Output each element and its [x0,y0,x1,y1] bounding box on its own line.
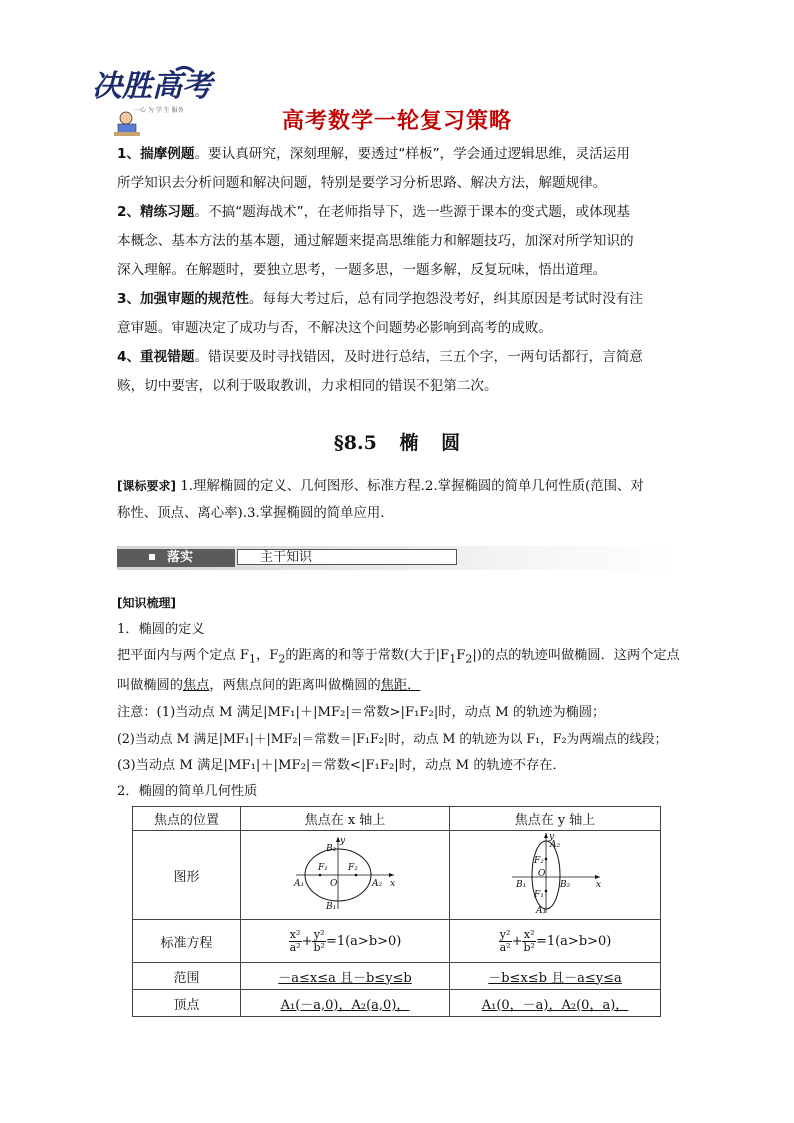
svg-text:y: y [340,836,346,846]
row-label: 顶点 [133,990,241,1017]
svg-text:A₂: A₂ [372,879,383,889]
table-header-row [133,807,661,831]
strategy-1-text-2: 所学知识去分析问题和解决问题，特别是要学习分析思路、解决方法，解题规律。 [117,175,607,191]
svg-text:x: x [596,880,602,890]
table-row-graph [133,831,661,920]
equation-x: $\frac{\text{x²}}{\text{a²}}$ + $\frac{\text{y²}}{\text{b²}}$ =1(a>b>0) [241,920,450,963]
svg-text:y: y [549,832,555,842]
strategy-4-heading: 4、重视错题 [117,349,195,365]
definition-line-1: 把平面内与两个定点 $F_1$，$F_2$的距离的和等于常数(大于$|F_1F_2|$)的点的轨迹叫做椭圆．这两个定点 [117,648,680,666]
svg-text:O: O [330,879,338,889]
svg-text:F₁: F₁ [534,890,544,900]
band-left-text: 落实 [167,550,194,565]
svg-text:A₂: A₂ [550,840,561,850]
svg-text:F₂: F₂ [534,856,544,866]
strategy-3-text-1: 。每每大考过后，总有同学抱怨没考好，纠其原因是考试时没有注 [248,291,644,307]
term-focus: 焦点 [182,678,210,694]
logo-text: 决胜高考 [92,69,212,104]
note-2: (2)当动点 M 满足|MF₁|＋|MF₂|＝常数＝|F₁F₂|时，动点 M 的轨迹为以 F₁，F₂为两端点的线段； [117,731,668,747]
band-label-right: 主干知识 [237,549,457,565]
svg-text:F₂: F₂ [348,863,358,873]
svg-text:B₂: B₂ [560,880,571,890]
graph-y-ellipse [450,831,661,920]
strategy-item-1 [117,140,679,198]
curriculum-requirements [117,473,679,527]
horizontal-ellipse-figure [290,833,400,913]
note-1: 注意：(1)当动点 M 满足|MF₁|＋|MF₂|＝常数>|F₁F₂|时，动点 M 的轨迹为椭圆； [117,704,606,720]
definition-line-2: 叫做椭圆的焦点，两焦点间的距离叫做椭圆的焦距． [117,678,421,694]
knowledge-tag: [知识梳理] [117,596,176,610]
section-number: §8.5 [333,432,377,454]
section-title [0,428,794,455]
range-x: －a≤x≤a 且－b≤y≤b [278,970,412,986]
main-title: 高考数学一轮复习策略 [281,109,512,134]
strategy-4-text-1: 。错误要及时寻找错因，及时进行总结，三五个字，一两句话都行，言简意 [194,349,644,365]
strategy-item-4 [117,343,679,401]
band-label-left [117,549,235,567]
table-row-range [133,963,661,990]
strategy-2-text-1: 。不搞“题海战术”，在老师指导下，选一些源于课本的变式题，或体现基 [194,204,630,220]
header-cell: 焦点在 x 轴上 [241,807,450,831]
properties-title: 2．椭圆的简单几何性质 [117,784,258,800]
strategy-4-text-2: 赅，切中要害，以利于吸取教训，力求相同的错误不犯第二次。 [117,378,498,394]
strategy-list [117,140,679,401]
strategy-1-text-1: 。要认真研究，深刻理解，要透过“样板”，学会通过逻辑思维，灵活运用 [194,146,630,162]
strategy-2-text-2: 本概念、基本方法的基本题，通过解题来提高思维能力和解题技巧，加深对所学知识的 [117,233,634,249]
strategy-1-heading: 1、揣摩例题 [117,146,195,162]
strategy-3-text-2: 意审题。审题决定了成功与否，不解决这个问题势必影响到高考的成败。 [117,320,552,336]
vertical-ellipse-figure [500,831,610,915]
square-bullet-icon [149,554,155,560]
svg-text:B₂: B₂ [326,844,337,854]
knowledge-section [117,590,697,806]
range-y: －b≤x≤b 且－a≤y≤a [488,970,622,986]
strategy-2-heading: 2、精练习题 [117,204,195,220]
row-label: 范围 [133,963,241,990]
vertex-x: A₁(－a,0)，A₂(a,0)， [280,997,410,1013]
strategy-item-3 [117,285,679,343]
row-label: 图形 [133,831,241,920]
graph-x-ellipse [241,831,450,920]
strategy-item-2 [117,198,679,285]
strategy-3-heading: 3、加强审题的规范性 [117,291,249,307]
svg-text:x: x [390,879,396,889]
term-focal-distance: 焦距． [380,678,421,694]
section-name-1: 椭 [399,432,419,454]
row-label: 标准方程 [133,920,241,963]
table-row-equation [133,920,661,963]
header-cell: 焦点在 y 轴上 [450,807,661,831]
requirements-line-1: 1.理解椭圆的定义、几何图形、标准方程.2.掌握椭圆的简单几何性质(范围、对 [180,479,644,494]
svg-text:F₁: F₁ [318,863,328,873]
svg-text:A₁: A₁ [536,906,547,915]
header-cell: 焦点的位置 [133,807,241,831]
equation-y: $\frac{\text{y²}}{\text{a²}}$ + $\frac{\text{x²}}{\text{b²}}$ =1(a>b>0) [450,920,661,963]
section-band [117,546,677,570]
logo-slogan: 一心 为 学 生 服务 [134,107,184,114]
svg-text:B₁: B₁ [326,902,337,912]
section-name-2: 圆 [441,432,461,454]
requirements-tag: [课标要求] [117,479,176,493]
definition-title: 1．椭圆的定义 [117,621,205,637]
ellipse-properties-table [132,806,661,1017]
requirements-line-2: 称性、顶点、离心率).3.掌握椭圆的简单应用. [117,506,385,521]
note-3: (3)当动点 M 满足|MF₁|＋|MF₂|＝常数<|F₁F₂|时，动点 M 的轨迹不存在． [117,757,566,773]
svg-text:A₁: A₁ [294,879,305,889]
svg-text:B₁: B₁ [516,880,527,890]
vertex-y: A₁(0，－a)，A₂(0，a)， [481,997,629,1013]
strategy-2-text-3: 深入理解。在解题时，要独立思考，一题多思，一题多解，反复玩味，悟出道理。 [117,262,607,278]
svg-text:O: O [538,869,546,879]
table-row-vertex [133,990,661,1017]
